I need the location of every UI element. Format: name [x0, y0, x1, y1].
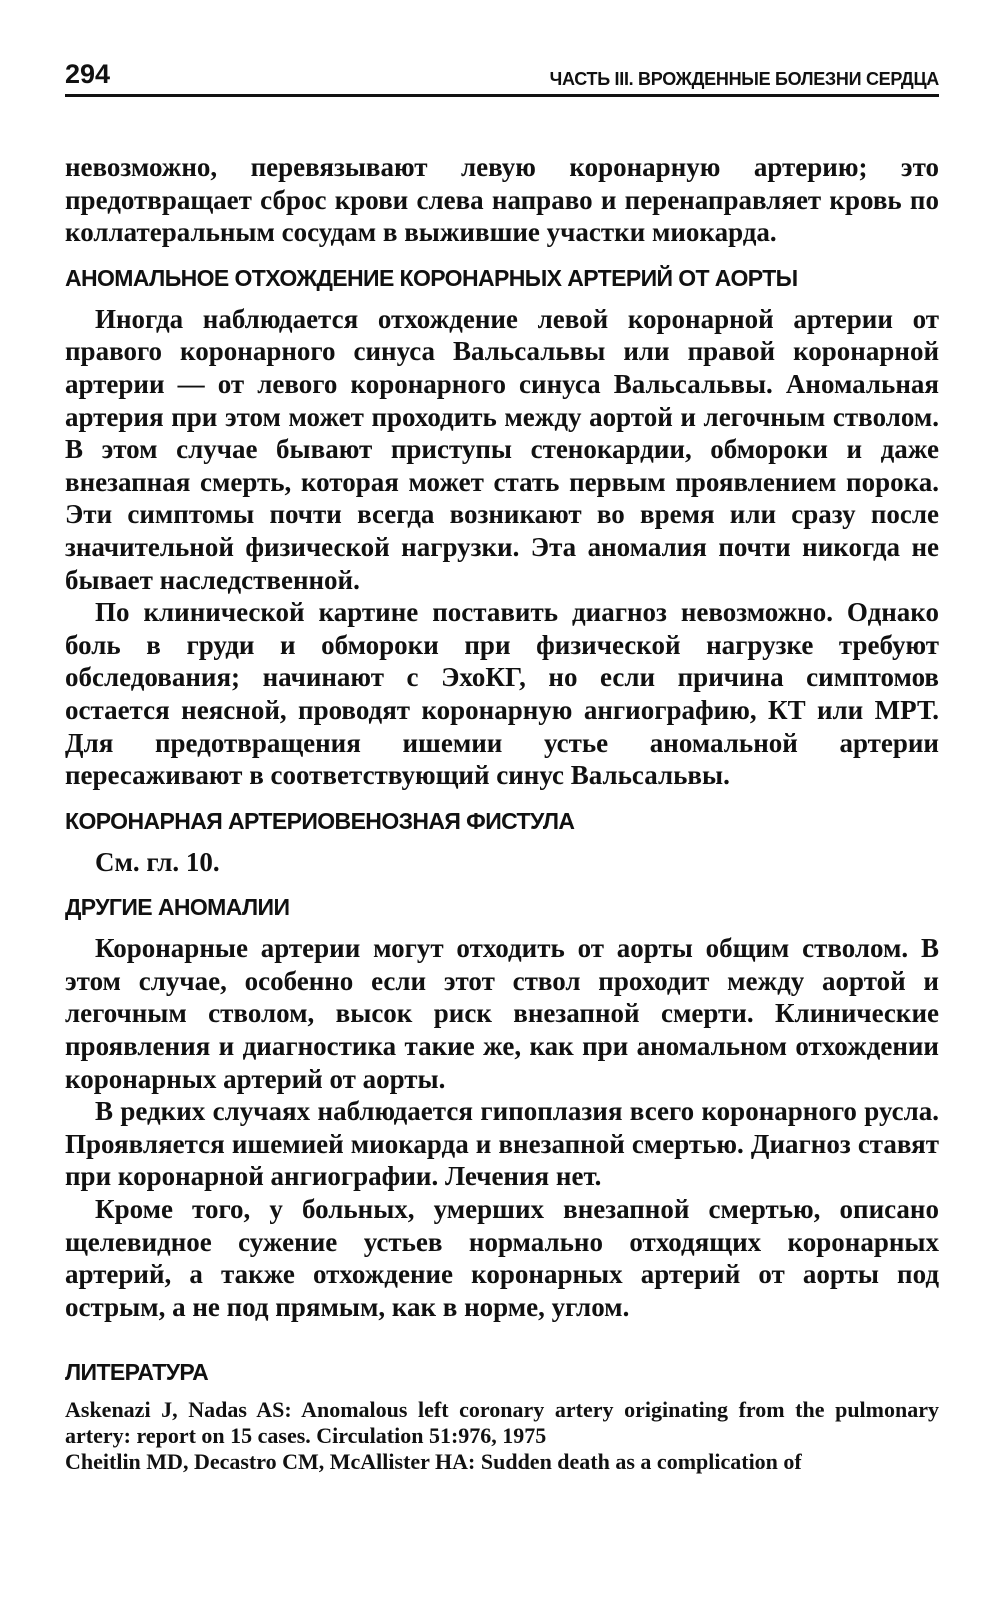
paragraph: По клинической картине поставить диагноз невозможно. Однако боль в груди и обмороки при физической нагрузке требуют обследования; начинают с ЭхоКГ, но если причина симптомов остается неясной, проводят коронарную ангиографию, КТ или МРТ. Для предотвращения ишемии устье аномальной артерии пересаживают в соответствующий синус Вальсальвы. [65, 597, 939, 791]
running-head [65, 40, 939, 97]
section-heading-other-anomalies: ДРУГИЕ АНОМАЛИИ [65, 894, 290, 921]
book-page [65, 40, 939, 1475]
paragraph: Коронарные артерии могут отходить от аорты общим стволом. В этом случае, особенно если этот ствол проходит между аортой и легочным стволом, высок риск внезапной смерти. Клинические проявления и диагностика такие же, как при аномальном отхождении коронарных артерий от аорты. [65, 933, 939, 1094]
reference-item: Askenazi J, Nadas AS: Anomalous left coronary artery originating from the pulmonary artery: report on 15 cases. Circulation 51:976, 1975 [65, 1397, 939, 1449]
section-heading-anomalous-origin: АНОМАЛЬНОЕ ОТХОЖДЕНИЕ КОРОНАРНЫХ АРТЕРИЙ ОТ АОРТЫ [65, 264, 798, 291]
section-heading-av-fistula: КОРОНАРНАЯ АРТЕРИОВЕНОЗНАЯ ФИСТУЛА [65, 807, 575, 834]
page-number: 294 [65, 59, 111, 89]
running-title: ЧАСТЬ III. ВРОЖДЕННЫЕ БОЛЕЗНИ СЕРДЦА [549, 69, 939, 89]
paragraph: Кроме того, у больных, умерших внезапной смертью, описано щелевидное сужение устьев нормально отходящих коронарных артерий, а также отхождение коронарных артерий от аорты под острым, а не под прямым, как в норме, углом. [65, 1194, 939, 1322]
reference-list [65, 1397, 939, 1475]
literature-heading: ЛИТЕРАТУРА [65, 1359, 209, 1386]
reference-item: Cheitlin MD, Decastro CM, McAllister HA: Sudden death as a complication of [65, 1449, 802, 1475]
paragraph: См. гл. 10. [95, 846, 220, 877]
paragraph: В редких случаях наблюдается гипоплазия всего коронарного русла. Проявляется ишемией миокарда и внезапной смертью. Диагноз ставят при коронарной ангиографии. Лечения нет. [65, 1096, 939, 1192]
paragraph: Иногда наблюдается отхождение левой коронарной артерии от правого коронарного синуса Вальсальвы или правой коронарной артерии — от левого коронарного синуса Вальсальвы. Аномальная артерия при этом может проходить между аортой и легочным стволом. В этом случае бывают приступы стенокардии, обмороки и даже внезапная смерть, которая может стать первым проявлением порока. Эти симптомы почти всегда возникают во время или сразу после значительной физической нагрузки. Эта аномалия почти никогда не бывает наследственной. [65, 303, 939, 595]
page-content [65, 151, 939, 1475]
intro-paragraph: невозможно, перевязывают левую коронарную артерию; это предотвращает сброс крови слева направо и перенаправляет кровь по коллатеральным сосудам в выжившие участки миокарда. [65, 152, 939, 248]
